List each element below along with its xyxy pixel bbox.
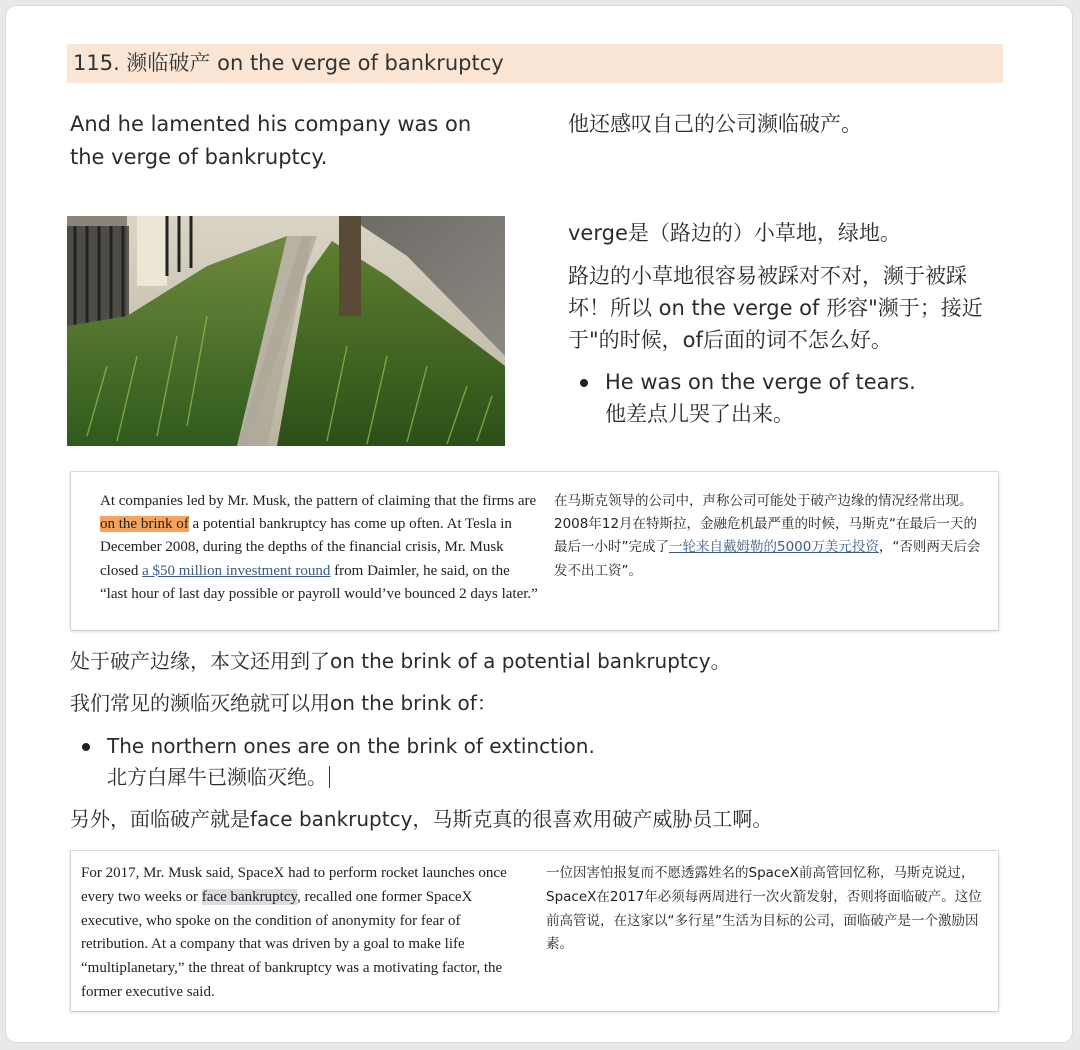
bullet-item-extinction [82,731,595,793]
sidewalk-verge-photo [67,216,505,446]
quote-zh [554,490,989,583]
bullet-en: The northern ones are on the brink of extinction. [107,734,595,758]
bullet-zh: 他差点儿哭了出来。 [605,402,794,426]
bullet-icon [580,379,588,387]
quote-text: At companies led by Mr. Musk, the pattern of claiming that the firms are [100,493,537,509]
quote-text: , recalled one former SpaceX executive, who spoke on the condition of anonymity for fear of retribution. At a company that was driven by a goal to make life “multiplanetary,” the threat of bankruptcy was a motivating factor, the former executive said. [81,888,503,1000]
example-sentence-zh: 他还感叹自己的公司濒临破产。 [568,112,862,136]
bullet-item-tears [580,366,916,430]
quote-text: For 2017, Mr. Musk said, SpaceX had to perform rocket launches once every two weeks or [81,865,507,905]
highlight-brink: on the brink of [100,516,189,533]
quote-text: a potential bankruptcy has come up often. At Tesla in December 2008, during the depths of the financial crisis, Mr. Musk closed [100,516,512,579]
quote-text: from Daimler, he said, on the “last hour of last day possible or payroll would’ve bounced 2 days later.” [100,562,538,602]
investment-round-link[interactable]: a $50 million investment round [142,562,331,579]
paragraph-face-bankruptcy: 另外，面临破产就是face bankruptcy，马斯克真的很喜欢用破产威胁员工啊。 [70,807,773,831]
bullet-zh-line [107,762,595,793]
verge-explanation: 路边的小草地很容易被踩对不对，濒于被踩坏！所以 on the verge of 形容"濒于；接近于"的时候，of后面的词不怎么好。 [568,264,983,352]
quote-en [81,862,526,1005]
quote-en [100,490,540,606]
quote-zh: 一位因害怕报复而不愿透露姓名的SpaceX前高管回忆称，马斯克说过，SpaceX在2017年必须每两周进行一次火箭发射，否则将面临破产。这位前高管说，在这家以“多行星”生活为目标的公司，面临破产是一个激励因素。 [546,865,982,953]
bullet-en: He was on the verge of tears. [605,370,916,394]
quote-text: 在马斯克领导的公司中，声称公司可能处于破产边缘的情况经常出现。2008年12月在特斯拉，金融危机最严重的时候，马斯克“在最后一天的最后一小时”完成了 [554,493,978,556]
highlight-face-bankruptcy: face bankruptcy [201,888,298,905]
quote-text: ，“否则两天后会发不出工资”。 [554,539,981,579]
bullet-zh: 北方白犀牛已濒临灭绝。 [107,765,327,789]
example-sentence-en: And he lamented his company was on the verge of bankruptcy. [70,112,472,169]
bullet-icon [82,743,90,751]
article-quote-face-bankruptcy [71,851,998,1011]
text-cursor [329,766,330,788]
article-quote-brink [71,472,998,630]
paragraph-brink-note: 处于破产边缘，本文还用到了on the brink of a potential bankruptcy。 [70,649,731,673]
paragraph-extinction-intro: 我们常见的濒临灭绝就可以用on the brink of： [70,691,497,715]
section-heading: 115. 濒临破产 on the verge of bankruptcy [67,44,1003,83]
verge-definition: verge是（路边的）小草地，绿地。 [568,221,901,245]
investment-link-zh[interactable]: 一轮来自戴姆勒的5000万美元投资 [669,539,879,556]
